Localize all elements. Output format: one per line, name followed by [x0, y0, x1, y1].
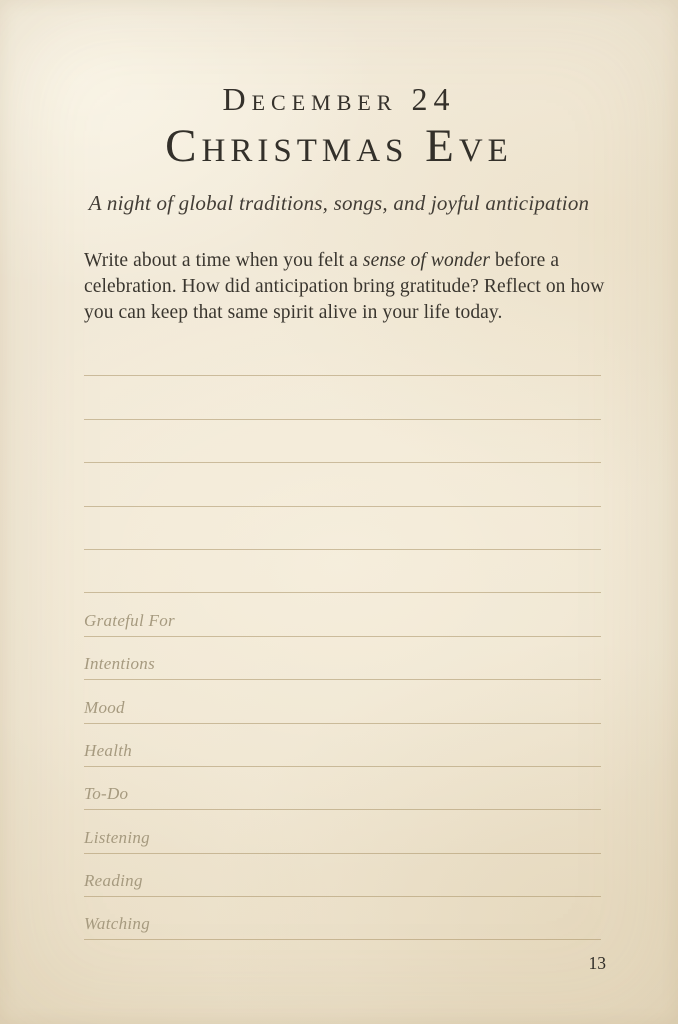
section-label: Reading — [84, 871, 143, 891]
writing-line — [84, 333, 601, 376]
journal-section-row — [84, 897, 601, 940]
writing-line — [84, 420, 601, 463]
section-label: To-Do — [84, 784, 129, 804]
section-label: Mood — [84, 697, 125, 717]
section-label: Listening — [84, 827, 150, 847]
journal-section-row — [84, 767, 601, 810]
writing-lines — [84, 333, 601, 593]
section-label: Watching — [84, 914, 150, 934]
date-label: December 24 — [222, 81, 456, 117]
entry-lines — [84, 333, 601, 940]
section-label: Grateful For — [84, 610, 175, 630]
journal-section-row — [84, 724, 601, 767]
journal-section-row — [84, 854, 601, 897]
section-label: Health — [84, 740, 133, 760]
writing-line — [84, 550, 601, 593]
prompt-text-italic: sense of wonder — [362, 250, 491, 271]
prompt-text-before: Write about a time when you felt a — [84, 250, 363, 271]
prompt-text-after: before a celebration. How did anticipation bring gratitude? Reflect on how you can keep that same spirit alive in your life today. — [84, 250, 605, 323]
section-label: Intentions — [84, 654, 155, 674]
journal-section-row — [84, 810, 601, 853]
journal-section-row — [84, 637, 601, 680]
page-title: Christmas Eve — [165, 120, 513, 172]
journal-sections — [84, 593, 601, 940]
writing-line — [84, 376, 601, 419]
journal-section-row — [84, 593, 601, 636]
page-number: 13 — [588, 953, 606, 973]
writing-line — [84, 507, 601, 550]
writing-line — [84, 463, 601, 506]
journal-section-row — [84, 680, 601, 723]
page-subtitle: A night of global traditions, songs, and joyful anticipation — [88, 191, 590, 215]
journal-prompt — [84, 248, 606, 326]
